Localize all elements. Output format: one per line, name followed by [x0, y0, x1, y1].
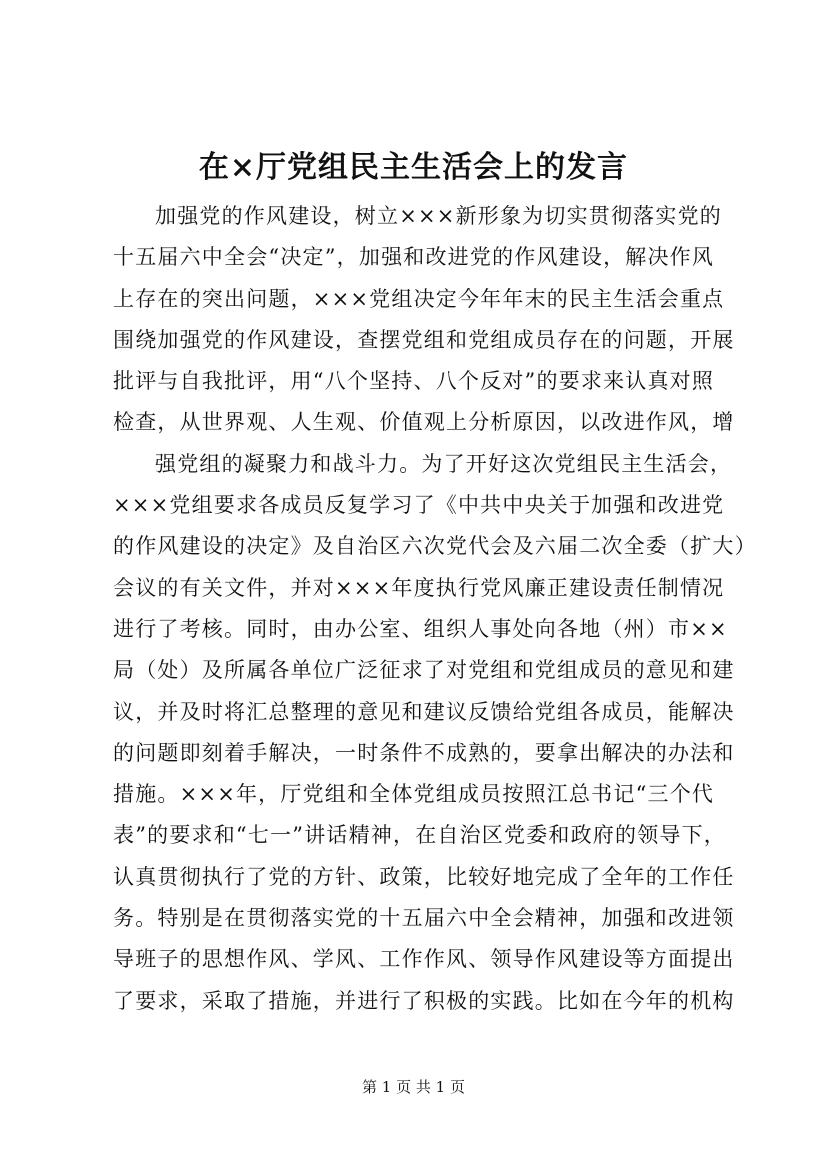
- body-text-line: 的问题即刻着手解决，一时条件不成熟的，要拿出解决的办法和: [113, 740, 735, 765]
- body-text-line: 围绕加强党的作风建设，查摆党组和党组成员存在的问题，开展: [113, 327, 735, 352]
- page-footer: 第 1 页 共 1 页: [362, 1078, 465, 1096]
- body-text-line: 强党组的凝聚力和战斗力。为了开好这次党组民主生活会，: [155, 451, 733, 476]
- body-text-line: 检查，从世界观、人生观、价值观上分析原因，以改进作风，增: [113, 410, 735, 435]
- body-text-line: 进行了考核。同时，由办公室、组织人事处向各地（州）市××: [113, 616, 728, 641]
- body-text-line: 议，并及时将汇总整理的意见和建议反馈给党组各成员，能解决: [113, 699, 735, 724]
- body-text-line: 加强党的作风建设，树立×××新形象为切实贯彻落实党的: [155, 204, 722, 228]
- body-text-line: 会议的有关文件，并对×××年度执行党风廉正建设责任制情况: [113, 575, 725, 600]
- body-text-line: 批评与自我批评，用“八个坚持、八个反对”的要求来认真对照: [113, 369, 715, 394]
- body-text-line: 表”的要求和“七一”讲话精神，在自治区党委和政府的领导下，: [113, 823, 727, 848]
- document-body: [113, 196, 757, 1022]
- body-text-line: 措施。×××年，厅党组和全体党组成员按照江总书记“三个代: [113, 782, 715, 807]
- body-text-line: 务。特别是在贯彻落实党的十五届六中全会精神，加强和改进领: [113, 906, 735, 931]
- body-text-line: 局（处）及所属各单位广泛征求了对党组和党组成员的意见和建: [113, 658, 735, 683]
- body-text-line: 十五届六中全会“决定”，加强和改进党的作风建设，解决作风: [113, 245, 715, 270]
- document-title: 在×厅党组民主生活会上的发言: [198, 150, 629, 185]
- body-text-line: 的作风建设的决定》及自治区六次党代会及六届二次全委（扩大）: [113, 534, 757, 559]
- body-text-line: 上存在的突出问题，×××党组决定今年年末的民主生活会重点: [113, 286, 725, 311]
- body-text-line: ×××党组要求各成员反复学习了《中共中央关于加强和改进党: [113, 493, 725, 518]
- body-text-line: 了要求，采取了措施，并进行了积极的实践。比如在今年的机构: [113, 988, 735, 1013]
- body-text-line: 认真贯彻执行了党的方针、政策，比较好地完成了全年的工作任: [113, 864, 735, 889]
- body-text-line: 导班子的思想作风、学风、工作作风、领导作风建设等方面提出: [113, 947, 735, 972]
